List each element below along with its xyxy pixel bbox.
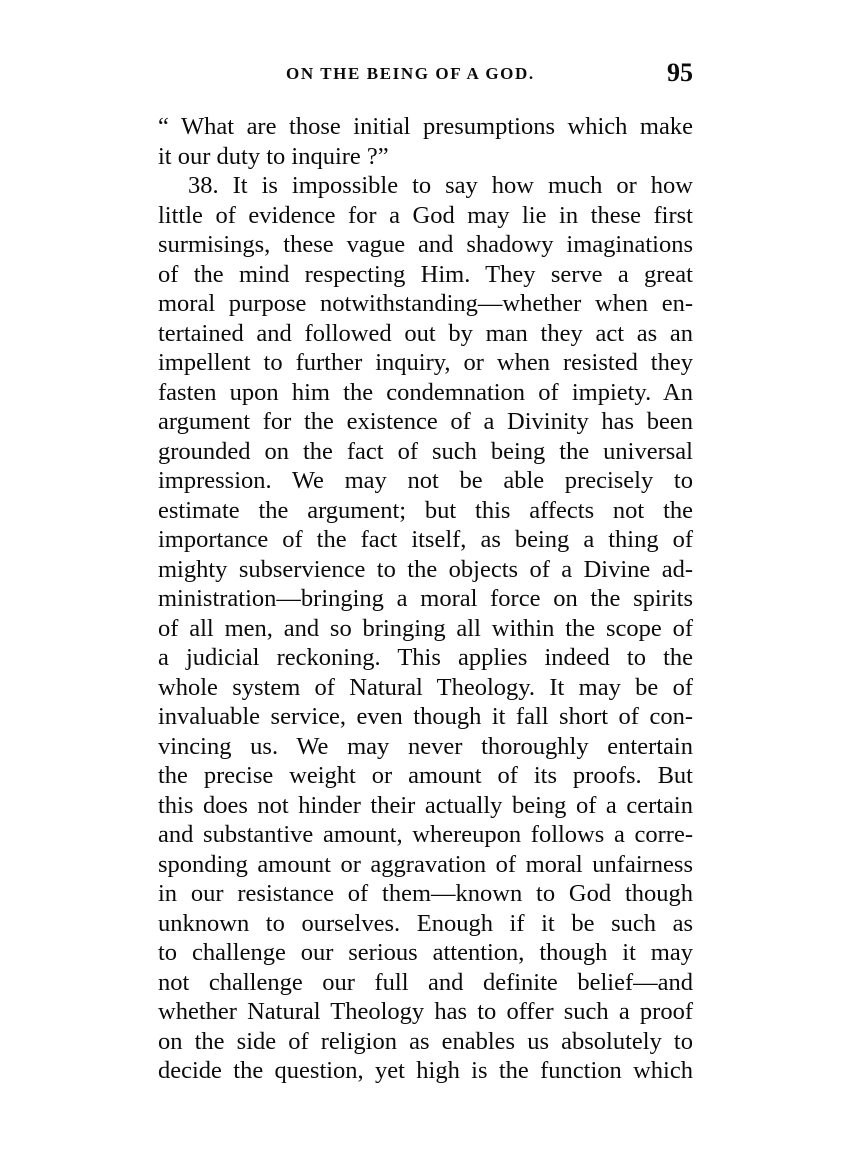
- text-line: of the mind respecting Him. They serve a great: [158, 260, 693, 288]
- running-title: ON THE BEING OF A GOD.: [286, 64, 535, 83]
- text-line: whole system of Natural Theology. It may be of: [158, 673, 693, 701]
- text-line: impellent to further inquiry, or when resisted they: [158, 349, 693, 376]
- text-line: the precise weight or amount of its proofs. But: [158, 762, 693, 789]
- text-line: tertained and followed out by man they act as an: [158, 319, 693, 347]
- text-line: and substantive amount, whereupon follows a corre-: [158, 821, 693, 848]
- text-line: of all men, and so bringing all within the scope of: [158, 614, 693, 642]
- text-line: little of evidence for a God may lie in these first: [158, 201, 693, 229]
- text-line: this does not hinder their actually being of a certain: [158, 791, 693, 819]
- text-line: impression. We may not be able precisely to: [158, 467, 693, 494]
- body-text: [158, 112, 693, 1086]
- text-line: whether Natural Theology has to offer such a proof: [158, 998, 693, 1025]
- text-line: sponding amount or aggravation of moral unfairness: [158, 850, 693, 878]
- text-line: estimate the argument; but this affects not the: [158, 496, 693, 524]
- text-line: decide the question, yet high is the function which: [158, 1057, 693, 1084]
- text-line: surmisings, these vague and shadowy imaginations: [158, 231, 693, 258]
- text-line: ministration—bringing a moral force on the spirits: [158, 585, 693, 612]
- text-line: mighty subservience to the objects of a Divine ad-: [158, 555, 693, 583]
- text-line: moral purpose notwithstanding—whether when en-: [158, 290, 693, 317]
- text-line: a judicial reckoning. This applies indeed to the: [158, 644, 693, 671]
- page-number: 95: [667, 58, 693, 87]
- text-line: importance of the fact itself, as being a thing of: [158, 526, 693, 553]
- text-line: invaluable service, even though it fall short of con-: [158, 703, 693, 730]
- text-line: not challenge our full and definite belief—and: [158, 968, 693, 996]
- text-line: on the side of religion as enables us absolutely to: [158, 1027, 693, 1055]
- text-line: “ What are those initial presumptions which make: [158, 113, 693, 140]
- text-line: to challenge our serious attention, though it may: [158, 939, 693, 966]
- text-line: vincing us. We may never thoroughly entertain: [158, 732, 693, 760]
- text-line: grounded on the fact of such being the universal: [158, 437, 693, 465]
- text-line: 38. It is impossible to say how much or how: [188, 172, 693, 199]
- text-line: argument for the existence of a Divinity has been: [158, 408, 693, 435]
- text-line: it our duty to inquire ?”: [158, 142, 389, 170]
- running-head: [158, 58, 693, 92]
- text-line: fasten upon him the condemnation of impiety. An: [158, 378, 693, 406]
- text-line: in our resistance of them—known to God though: [158, 880, 693, 907]
- text-line: unknown to ourselves. Enough if it be such as: [158, 909, 693, 937]
